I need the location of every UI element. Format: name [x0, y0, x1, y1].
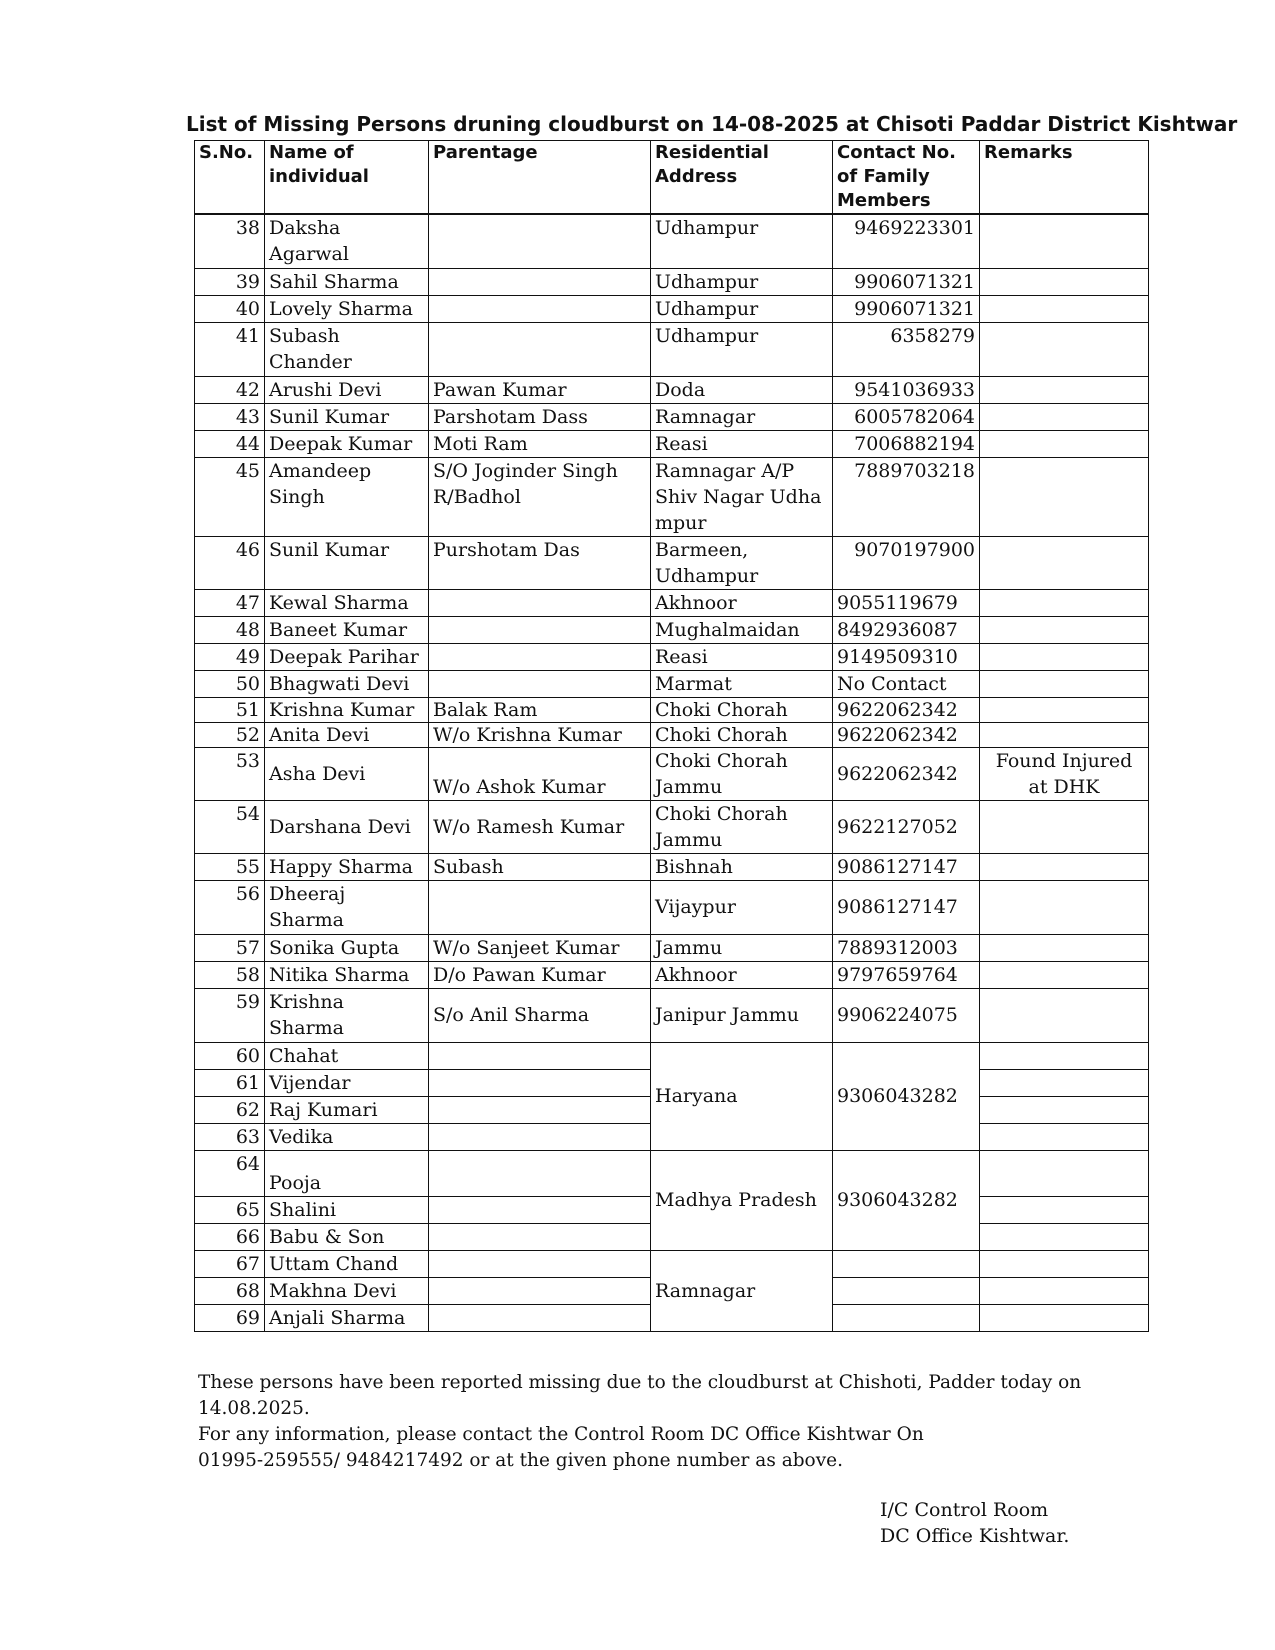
cell-sno: 42: [195, 376, 265, 403]
cell-name: Happy Sharma: [265, 853, 429, 880]
cell-sno: 69: [195, 1304, 265, 1331]
table-row: [195, 697, 1149, 722]
cell-parentage: Subash: [429, 853, 651, 880]
cell-contact: 9622127052: [833, 800, 980, 853]
document-title: List of Missing Persons druning cloudburst on 14-08-2025 at Chisoti Paddar District Kishtwar: [186, 112, 1238, 136]
cell-contact: 9622062342: [833, 697, 980, 722]
cell-remarks: [980, 589, 1149, 616]
cell-sno: 53: [195, 747, 265, 800]
cell-address: Ramnagar A/P Shiv Nagar Udha mpur: [651, 457, 833, 536]
cell-sno: 46: [195, 536, 265, 589]
cell-contact: 9469223301: [833, 214, 980, 268]
cell-parentage: Parshotam Dass: [429, 403, 651, 430]
cell-remarks: [980, 1150, 1149, 1196]
cell-name: Anita Devi: [265, 722, 429, 747]
cell-parentage: [429, 1250, 651, 1277]
cell-sno: 64: [195, 1150, 265, 1196]
table-row: [195, 722, 1149, 747]
header-parentage: Parentage: [429, 141, 651, 215]
header-remarks: Remarks: [980, 141, 1149, 215]
cell-name: Darshana Devi: [265, 800, 429, 853]
cell-remarks: [980, 1223, 1149, 1250]
cell-sno: 61: [195, 1069, 265, 1096]
cell-sno: 47: [195, 589, 265, 616]
cell-contact: No Contact: [833, 670, 980, 697]
table-row: [195, 268, 1149, 295]
cell-sno: 59: [195, 988, 265, 1042]
cell-remarks: [980, 1123, 1149, 1150]
cell-sno: 45: [195, 457, 265, 536]
cell-contact: 9906071321: [833, 268, 980, 295]
cell-contact: 9622062342: [833, 747, 980, 800]
cell-contact: 9906224075: [833, 988, 980, 1042]
cell-remarks: [980, 853, 1149, 880]
cell-parentage: S/o Anil Sharma: [429, 988, 651, 1042]
cell-parentage: [429, 1069, 651, 1096]
cell-remarks: [980, 670, 1149, 697]
header-name: Name of individual: [265, 141, 429, 215]
cell-sno: 38: [195, 214, 265, 268]
footer-line-3: 01995-259555/ 9484217492 or at the given phone number as above.: [198, 1450, 843, 1471]
table-row: [195, 403, 1149, 430]
cell-sno: 57: [195, 934, 265, 961]
cell-parentage: [429, 670, 651, 697]
cell-parentage: W/o Ramesh Kumar: [429, 800, 651, 853]
table-row: [195, 988, 1149, 1042]
cell-remarks: [980, 268, 1149, 295]
cell-contact: 9906071321: [833, 295, 980, 322]
cell-address: Haryana: [651, 1042, 833, 1150]
cell-address: Bishnah: [651, 853, 833, 880]
table-row: [195, 800, 1149, 853]
cell-parentage: [429, 1096, 651, 1123]
cell-parentage: W/o Ashok Kumar: [429, 747, 651, 800]
cell-contact: 7006882194: [833, 430, 980, 457]
cell-remarks: Found Injured at DHK: [980, 747, 1149, 800]
cell-parentage: [429, 1304, 651, 1331]
cell-remarks: [980, 1250, 1149, 1277]
cell-parentage: [429, 1277, 651, 1304]
cell-name: Subash Chander: [265, 322, 429, 376]
cell-remarks: [980, 961, 1149, 988]
table-row: [195, 670, 1149, 697]
header-address: Residential Address: [651, 141, 833, 215]
cell-address: Jammu: [651, 934, 833, 961]
table-row: [195, 853, 1149, 880]
cell-sno: 58: [195, 961, 265, 988]
cell-remarks: [980, 1042, 1149, 1069]
cell-remarks: [980, 1277, 1149, 1304]
cell-sno: 67: [195, 1250, 265, 1277]
cell-name: Anjali Sharma: [265, 1304, 429, 1331]
table-row: [195, 295, 1149, 322]
cell-contact: 7889312003: [833, 934, 980, 961]
cell-parentage: Pawan Kumar: [429, 376, 651, 403]
cell-sno: 62: [195, 1096, 265, 1123]
cell-name: Sonika Gupta: [265, 934, 429, 961]
cell-remarks: [980, 934, 1149, 961]
cell-parentage: [429, 1042, 651, 1069]
cell-sno: 55: [195, 853, 265, 880]
cell-name: Babu & Son: [265, 1223, 429, 1250]
cell-address: Udhampur: [651, 322, 833, 376]
cell-contact: 9086127147: [833, 880, 980, 934]
table-header-row: [195, 141, 1149, 215]
cell-address: Janipur Jammu: [651, 988, 833, 1042]
cell-remarks: [980, 1069, 1149, 1096]
cell-name: Shalini: [265, 1196, 429, 1223]
cell-sno: 56: [195, 880, 265, 934]
table-row: [195, 322, 1149, 376]
header-contact: Contact No. of Family Members: [833, 141, 980, 215]
cell-name: Vijendar: [265, 1069, 429, 1096]
cell-contact: 7889703218: [833, 457, 980, 536]
cell-remarks: [980, 880, 1149, 934]
cell-remarks: [980, 457, 1149, 536]
cell-name: Daksha Agarwal: [265, 214, 429, 268]
cell-sno: 68: [195, 1277, 265, 1304]
cell-remarks: [980, 214, 1149, 268]
cell-parentage: D/o Pawan Kumar: [429, 961, 651, 988]
cell-name: Chahat: [265, 1042, 429, 1069]
cell-sno: 39: [195, 268, 265, 295]
cell-parentage: [429, 880, 651, 934]
cell-contact: 9306043282: [833, 1042, 980, 1150]
cell-name: Sahil Sharma: [265, 268, 429, 295]
cell-remarks: [980, 430, 1149, 457]
cell-sno: 43: [195, 403, 265, 430]
cell-parentage: [429, 589, 651, 616]
cell-sno: 52: [195, 722, 265, 747]
cell-name: Sunil Kumar: [265, 536, 429, 589]
cell-sno: 50: [195, 670, 265, 697]
cell-parentage: [429, 268, 651, 295]
cell-address: Ramnagar: [651, 1250, 833, 1331]
table-row: [195, 536, 1149, 589]
cell-address: Choki Chorah Jammu: [651, 800, 833, 853]
cell-sno: 54: [195, 800, 265, 853]
cell-address: Choki Chorah: [651, 722, 833, 747]
cell-sno: 40: [195, 295, 265, 322]
cell-name: Vedika: [265, 1123, 429, 1150]
footer-line-2: For any information, please contact the Control Room DC Office Kishtwar On: [198, 1424, 924, 1445]
table-row: [195, 747, 1149, 800]
cell-contact: 9541036933: [833, 376, 980, 403]
cell-address: Barmeen, Udhampur: [651, 536, 833, 589]
cell-contact: [833, 1304, 980, 1331]
cell-address: Akhnoor: [651, 961, 833, 988]
missing-persons-table: [194, 140, 1149, 1332]
table-row: [195, 1042, 1149, 1069]
cell-name: Lovely Sharma: [265, 295, 429, 322]
signature-block: [880, 1497, 1069, 1549]
cell-sno: 60: [195, 1042, 265, 1069]
cell-parentage: [429, 1223, 651, 1250]
cell-address: Doda: [651, 376, 833, 403]
cell-remarks: [980, 1096, 1149, 1123]
cell-name: Kewal Sharma: [265, 589, 429, 616]
cell-address: Madhya Pradesh: [651, 1150, 833, 1250]
cell-address: Choki Chorah Jammu: [651, 747, 833, 800]
cell-contact: 9622062342: [833, 722, 980, 747]
cell-address: Reasi: [651, 643, 833, 670]
cell-contact: 9306043282: [833, 1150, 980, 1250]
cell-address: Akhnoor: [651, 589, 833, 616]
table-row: [195, 1150, 1149, 1196]
cell-contact: 9070197900: [833, 536, 980, 589]
cell-sno: 44: [195, 430, 265, 457]
table-row: [195, 214, 1149, 268]
cell-contact: 6005782064: [833, 403, 980, 430]
cell-address: Choki Chorah: [651, 697, 833, 722]
cell-parentage: [429, 1150, 651, 1196]
cell-remarks: [980, 403, 1149, 430]
table-row: [195, 961, 1149, 988]
cell-name: Uttam Chand: [265, 1250, 429, 1277]
cell-name: Bhagwati Devi: [265, 670, 429, 697]
header-sno: S.No.: [195, 141, 265, 215]
cell-parentage: [429, 214, 651, 268]
cell-name: Nitika Sharma: [265, 961, 429, 988]
cell-parentage: [429, 295, 651, 322]
cell-address: Reasi: [651, 430, 833, 457]
cell-sno: 63: [195, 1123, 265, 1150]
cell-sno: 66: [195, 1223, 265, 1250]
cell-remarks: [980, 322, 1149, 376]
cell-sno: 48: [195, 616, 265, 643]
cell-parentage: [429, 1123, 651, 1150]
cell-parentage: W/o Sanjeet Kumar: [429, 934, 651, 961]
signature-line-1: I/C Control Room: [880, 1499, 1049, 1521]
cell-remarks: [980, 536, 1149, 589]
signature-line-2: DC Office Kishtwar.: [880, 1525, 1070, 1547]
cell-contact: 9797659764: [833, 961, 980, 988]
cell-address: Vijaypur: [651, 880, 833, 934]
cell-parentage: S/O Joginder Singh R/Badhol: [429, 457, 651, 536]
cell-sno: 51: [195, 697, 265, 722]
cell-sno: 41: [195, 322, 265, 376]
table-row: [195, 934, 1149, 961]
cell-remarks: [980, 295, 1149, 322]
cell-address: Mughalmaidan: [651, 616, 833, 643]
cell-name: Baneet Kumar: [265, 616, 429, 643]
cell-parentage: [429, 1196, 651, 1223]
table-row: [195, 880, 1149, 934]
cell-address: Udhampur: [651, 214, 833, 268]
cell-remarks: [980, 1196, 1149, 1223]
cell-contact: [833, 1250, 980, 1277]
table-row: [195, 376, 1149, 403]
cell-parentage: Balak Ram: [429, 697, 651, 722]
cell-name: Makhna Devi: [265, 1277, 429, 1304]
cell-parentage: [429, 616, 651, 643]
cell-parentage: Moti Ram: [429, 430, 651, 457]
cell-remarks: [980, 988, 1149, 1042]
table-row: [195, 1250, 1149, 1277]
cell-parentage: [429, 643, 651, 670]
footer-note: [198, 1370, 1158, 1474]
cell-contact: 9055119679: [833, 589, 980, 616]
cell-name: Sunil Kumar: [265, 403, 429, 430]
cell-contact: 9086127147: [833, 853, 980, 880]
cell-contact: 9149509310: [833, 643, 980, 670]
cell-name: Krishna Sharma: [265, 988, 429, 1042]
cell-remarks: [980, 697, 1149, 722]
cell-contact: [833, 1277, 980, 1304]
cell-name: Krishna Kumar: [265, 697, 429, 722]
cell-sno: 49: [195, 643, 265, 670]
cell-remarks: [980, 616, 1149, 643]
cell-contact: 8492936087: [833, 616, 980, 643]
cell-address: Udhampur: [651, 268, 833, 295]
cell-name: Deepak Kumar: [265, 430, 429, 457]
cell-name: Raj Kumari: [265, 1096, 429, 1123]
cell-remarks: [980, 643, 1149, 670]
cell-remarks: [980, 376, 1149, 403]
cell-address: Marmat: [651, 670, 833, 697]
cell-remarks: [980, 722, 1149, 747]
table-row: [195, 616, 1149, 643]
cell-name: Dheeraj Sharma: [265, 880, 429, 934]
table-row: [195, 430, 1149, 457]
cell-name: Asha Devi: [265, 747, 429, 800]
cell-parentage: Purshotam Das: [429, 536, 651, 589]
cell-sno: 65: [195, 1196, 265, 1223]
cell-address: Udhampur: [651, 295, 833, 322]
footer-line-1: These persons have been reported missing due to the cloudburst at Chishoti, Padder today on 14.08.2025.: [198, 1372, 1082, 1419]
cell-address: Ramnagar: [651, 403, 833, 430]
table-row: [195, 643, 1149, 670]
cell-remarks: [980, 800, 1149, 853]
cell-contact: 6358279: [833, 322, 980, 376]
cell-parentage: [429, 322, 651, 376]
cell-name: Arushi Devi: [265, 376, 429, 403]
table-row: [195, 457, 1149, 536]
table-row: [195, 589, 1149, 616]
cell-name: Amandeep Singh: [265, 457, 429, 536]
cell-name: Pooja: [265, 1150, 429, 1196]
cell-remarks: [980, 1304, 1149, 1331]
cell-parentage: W/o Krishna Kumar: [429, 722, 651, 747]
cell-name: Deepak Parihar: [265, 643, 429, 670]
